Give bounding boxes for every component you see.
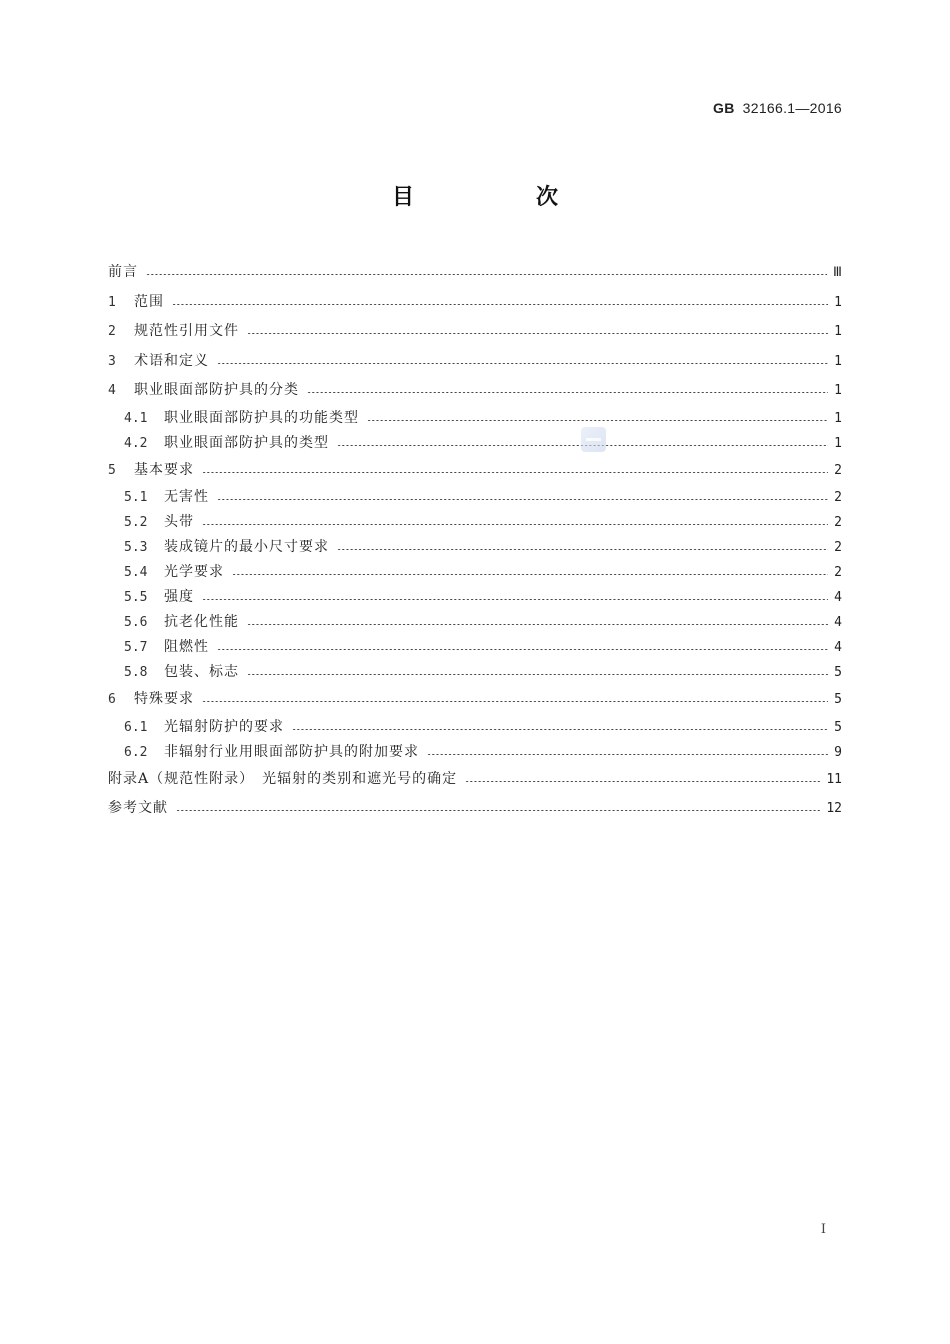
toc-entry[interactable] [108,317,842,347]
dot-leader [202,701,828,702]
toc-entry-page: 4 [834,640,842,655]
toc-entry-label: 职业眼面部防护具的分类 [134,382,299,398]
dot-leader [217,649,828,650]
toc-entry-label: 规范性引用文件 [134,323,239,339]
toc-entry-number: 3 [108,353,116,369]
toc-entry-page: 1 [834,324,842,339]
toc-entry-page: 4 [834,615,842,630]
toc-entry[interactable] [108,610,842,635]
toc-entry-number: 4.2 [124,435,148,451]
toc-entry-label: 附录A（规范性附录） 光辐射的类别和遮光号的确定 [108,770,458,787]
toc-entry-number: 5.7 [124,640,148,655]
dot-leader [217,363,828,364]
toc-entry[interactable] [108,288,842,318]
toc-entry-number: 1 [108,294,116,310]
toc-entry[interactable] [108,456,842,486]
table-of-contents [108,258,842,824]
toc-entry-label: 抗老化性能 [164,614,239,630]
dot-leader [202,524,828,525]
toc-entry[interactable] [108,376,842,406]
toc-entry-number: 5.8 [124,665,148,680]
toc-entry-label: 强度 [164,589,194,605]
dot-leader [202,599,828,600]
page-number: I [820,1222,826,1237]
toc-entry[interactable] [108,485,842,510]
toc-entry-number: 4.1 [124,410,148,426]
dot-leader [202,472,828,473]
toc-entry-page: 11 [826,771,842,787]
standard-code: 32166.1—2016 [742,100,842,116]
toc-entry-label: 职业眼面部防护具的类型 [164,434,329,451]
toc-entry-page: 1 [834,353,842,369]
toc-entry-label: 职业眼面部防护具的功能类型 [164,409,359,426]
toc-entry-number: 6.2 [124,744,148,760]
toc-entry-number: 5.6 [124,615,148,630]
toc-entry[interactable] [108,258,842,288]
toc-entry-page: 1 [834,435,842,451]
dot-leader [307,392,828,393]
toc-entry[interactable] [108,794,842,824]
toc-entry-page: 2 [834,462,842,478]
toc-entry[interactable] [108,510,842,535]
toc-entry-page: 5 [834,692,842,707]
toc-entry-number: 5.3 [124,540,148,555]
dot-leader [172,304,828,305]
toc-entry-label: 基本要求 [134,461,194,478]
toc-entry-label: 非辐射行业用眼面部防护具的附加要求 [164,743,419,760]
toc-entry[interactable] [108,560,842,585]
toc-entry[interactable] [108,715,842,740]
toc-entry[interactable] [108,347,842,377]
dot-leader [247,333,828,334]
dot-leader [292,729,828,730]
toc-entry-page: 1 [834,294,842,310]
toc-entry-label: 装成镜片的最小尺寸要求 [164,539,329,555]
toc-entry-number: 6 [108,692,116,707]
dot-leader [247,674,828,675]
toc-entry-number: 4 [108,383,116,398]
toc-entry-label: 术语和定义 [134,352,209,369]
standard-number-header [713,100,842,116]
toc-entry-page: 2 [834,490,842,505]
toc-entry-number: 6.1 [124,719,148,735]
toc-entry[interactable] [108,535,842,560]
toc-entry[interactable] [108,431,842,456]
dot-leader [146,274,827,275]
toc-entry[interactable] [108,765,842,795]
toc-entry-page: 5 [834,665,842,680]
toc-entry[interactable] [108,635,842,660]
toc-entry-page: 12 [826,801,842,816]
toc-entry-page: 1 [834,383,842,398]
toc-entry-page: Ⅲ [833,265,842,280]
toc-entry[interactable] [108,660,842,685]
dot-leader [465,781,820,782]
dot-leader [232,574,828,575]
toc-entry-number: 2 [108,324,116,339]
toc-entry-page: 9 [834,744,842,760]
toc-entry-page: 4 [834,590,842,605]
dot-leader [337,549,828,550]
watermark-logo [581,427,606,452]
toc-entry[interactable] [108,740,842,765]
page-title: 目 次 [391,185,608,210]
toc-entry-page: 5 [834,719,842,735]
toc-entry-label: 前言 [108,264,138,280]
dot-leader [367,420,828,421]
toc-entry-label: 光学要求 [164,564,224,580]
toc-entry-label: 光辐射防护的要求 [164,718,284,735]
toc-entry-number: 5.2 [124,515,148,530]
dot-leader [247,624,828,625]
toc-entry-number: 5.1 [124,490,148,505]
dot-leader [176,810,820,811]
toc-entry-page: 2 [834,515,842,530]
toc-entry-page: 2 [834,540,842,555]
toc-entry-label: 特殊要求 [134,691,194,707]
toc-entry[interactable] [108,685,842,715]
standard-prefix: GB [713,100,735,116]
toc-entry-label: 阻燃性 [164,639,209,655]
toc-entry-number: 5.4 [124,565,148,580]
toc-entry-label: 包装、标志 [164,664,239,680]
toc-entry-page: 1 [834,410,842,426]
toc-entry[interactable] [108,406,842,431]
toc-entry-number: 5 [108,462,116,478]
toc-entry-number: 5.5 [124,590,148,605]
toc-entry-page: 2 [834,565,842,580]
toc-entry-label: 范围 [134,293,164,310]
toc-entry-label: 无害性 [164,489,209,505]
dot-leader [427,754,828,755]
dot-leader [217,499,828,500]
toc-entry-label: 参考文献 [108,800,168,816]
toc-entry-label: 头带 [164,514,194,530]
toc-entry[interactable] [108,585,842,610]
